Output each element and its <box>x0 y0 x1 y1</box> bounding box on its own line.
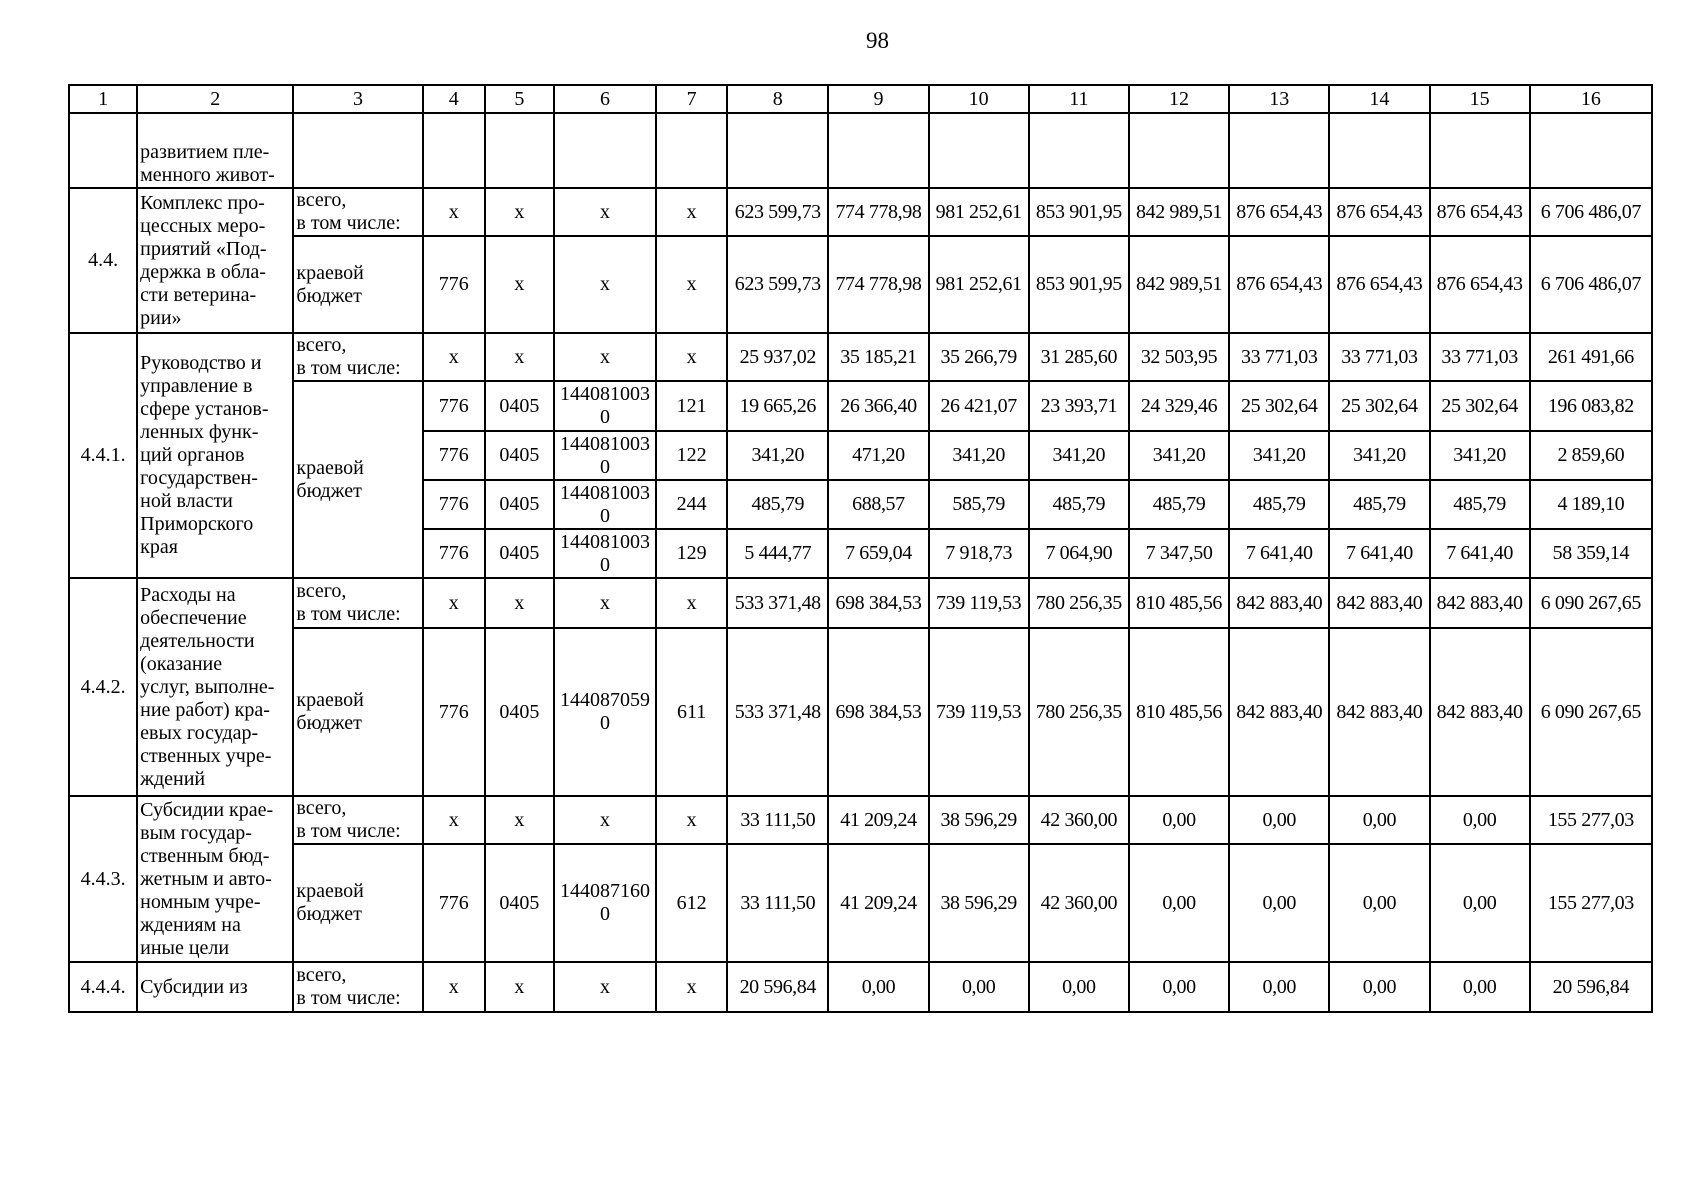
value-col-12: 485,79 <box>1129 480 1229 529</box>
budget-row <box>69 628 1652 796</box>
value-col-14: 0,00 <box>1329 962 1429 1012</box>
admin-code: 776 <box>423 480 485 529</box>
empty-cell <box>485 113 554 188</box>
column-number-13: 13 <box>1229 85 1329 113</box>
value-col-8: 25 937,02 <box>727 333 828 381</box>
value-col-16: 6 090 267,65 <box>1530 628 1652 796</box>
value-col-8: 623 599,73 <box>727 236 828 333</box>
value-col-10: 0,00 <box>929 962 1029 1012</box>
value-col-11: 42 360,00 <box>1029 796 1129 844</box>
value-col-11: 780 256,35 <box>1029 578 1129 628</box>
c6-x: x <box>554 796 656 844</box>
value-col-16: 6 706 486,07 <box>1530 188 1652 236</box>
value-col-15: 0,00 <box>1430 844 1530 962</box>
value-col-8: 623 599,73 <box>727 188 828 236</box>
c6-x: x <box>554 578 656 628</box>
section-id: 4.4.1. <box>69 333 137 578</box>
value-col-15: 876 654,43 <box>1430 188 1530 236</box>
c5-x: x <box>485 188 554 236</box>
value-col-10: 981 252,61 <box>929 236 1029 333</box>
value-col-12: 810 485,56 <box>1129 578 1229 628</box>
value-col-8: 19 665,26 <box>727 381 828 431</box>
c7-x: x <box>656 796 727 844</box>
column-number-10: 10 <box>929 85 1029 113</box>
value-col-10: 739 119,53 <box>929 578 1029 628</box>
value-col-8: 33 111,50 <box>727 844 828 962</box>
admin-code: 776 <box>423 844 485 962</box>
value-col-13: 0,00 <box>1229 796 1329 844</box>
value-col-16: 261 491,66 <box>1530 333 1652 381</box>
target-code: x <box>554 236 656 333</box>
section-code: 0405 <box>485 431 554 480</box>
empty-cell <box>727 113 828 188</box>
value-col-15: 341,20 <box>1430 431 1530 480</box>
c5-x: x <box>485 333 554 381</box>
empty-cell <box>828 113 928 188</box>
empty-cell <box>554 113 656 188</box>
section-code: x <box>485 236 554 333</box>
admin-code: 776 <box>423 628 485 796</box>
c5-x: x <box>485 962 554 1012</box>
value-col-10: 38 596,29 <box>929 796 1029 844</box>
value-col-11: 485,79 <box>1029 480 1129 529</box>
c5-x: x <box>485 796 554 844</box>
c4-x: x <box>423 333 485 381</box>
value-col-9: 7 659,04 <box>828 529 928 578</box>
section-code: 0405 <box>485 480 554 529</box>
value-col-15: 33 771,03 <box>1430 333 1530 381</box>
value-col-9: 26 366,40 <box>828 381 928 431</box>
target-code: 1440810030 <box>554 381 656 431</box>
value-col-10: 7 918,73 <box>929 529 1029 578</box>
c4-x: x <box>423 578 485 628</box>
continued-row <box>69 113 1652 188</box>
total-label: всего, в том числе: <box>293 578 422 628</box>
value-col-12: 24 329,46 <box>1129 381 1229 431</box>
value-col-15: 485,79 <box>1430 480 1530 529</box>
column-number-6: 6 <box>554 85 656 113</box>
admin-code: 776 <box>423 529 485 578</box>
column-number-8: 8 <box>727 85 828 113</box>
value-col-16: 4 189,10 <box>1530 480 1652 529</box>
expense-type: 121 <box>656 381 727 431</box>
empty-cell <box>929 113 1029 188</box>
value-col-10: 981 252,61 <box>929 188 1029 236</box>
value-col-12: 842 989,51 <box>1129 236 1229 333</box>
value-col-9: 698 384,53 <box>828 578 928 628</box>
section-code: 0405 <box>485 628 554 796</box>
admin-code: 776 <box>423 381 485 431</box>
column-number-1: 1 <box>69 85 137 113</box>
value-col-11: 341,20 <box>1029 431 1129 480</box>
id-cell <box>69 113 137 188</box>
value-col-12: 32 503,95 <box>1129 333 1229 381</box>
value-col-11: 780 256,35 <box>1029 628 1129 796</box>
value-col-14: 842 883,40 <box>1329 578 1429 628</box>
value-col-14: 0,00 <box>1329 844 1429 962</box>
value-col-10: 26 421,07 <box>929 381 1029 431</box>
regional-budget-label: краевой бюджет <box>293 628 422 796</box>
value-col-9: 698 384,53 <box>828 628 928 796</box>
value-col-10: 739 119,53 <box>929 628 1029 796</box>
value-col-8: 33 111,50 <box>727 796 828 844</box>
value-col-11: 23 393,71 <box>1029 381 1129 431</box>
value-col-12: 842 989,51 <box>1129 188 1229 236</box>
value-col-13: 842 883,40 <box>1229 578 1329 628</box>
budget-row <box>69 844 1652 962</box>
value-col-12: 7 347,50 <box>1129 529 1229 578</box>
value-col-9: 471,20 <box>828 431 928 480</box>
column-number-9: 9 <box>828 85 928 113</box>
empty-cell <box>1430 113 1530 188</box>
value-col-16: 20 596,84 <box>1530 962 1652 1012</box>
section-id: 4.4.3. <box>69 796 137 962</box>
value-col-8: 20 596,84 <box>727 962 828 1012</box>
section-name: Расходы на обеспечение деятельности (оказание услуг, выполне- ние работ) кра- евых государ- ственных учре- ждений <box>137 578 293 796</box>
section-total-row <box>69 578 1652 628</box>
value-col-10: 35 266,79 <box>929 333 1029 381</box>
value-col-15: 25 302,64 <box>1430 381 1530 431</box>
value-col-9: 774 778,98 <box>828 236 928 333</box>
value-col-14: 7 641,40 <box>1329 529 1429 578</box>
value-col-11: 853 901,95 <box>1029 236 1129 333</box>
budget-table <box>68 84 1653 1013</box>
column-number-12: 12 <box>1129 85 1229 113</box>
value-col-13: 842 883,40 <box>1229 628 1329 796</box>
value-col-13: 7 641,40 <box>1229 529 1329 578</box>
expense-type: 611 <box>656 628 727 796</box>
value-col-13: 876 654,43 <box>1229 236 1329 333</box>
column-number-5: 5 <box>485 85 554 113</box>
empty-cell <box>1229 113 1329 188</box>
budget-row <box>69 236 1652 333</box>
target-code: 1440871600 <box>554 844 656 962</box>
value-col-16: 196 083,82 <box>1530 381 1652 431</box>
column-number-2: 2 <box>137 85 293 113</box>
budget-row <box>69 381 1652 431</box>
section-total-row <box>69 333 1652 381</box>
admin-code: 776 <box>423 236 485 333</box>
value-col-13: 876 654,43 <box>1229 188 1329 236</box>
value-col-8: 533 371,48 <box>727 628 828 796</box>
value-col-8: 533 371,48 <box>727 578 828 628</box>
empty-cell <box>1029 113 1129 188</box>
value-col-14: 876 654,43 <box>1329 236 1429 333</box>
target-code: 1440810030 <box>554 431 656 480</box>
column-number-15: 15 <box>1430 85 1530 113</box>
value-col-13: 0,00 <box>1229 844 1329 962</box>
value-col-15: 876 654,43 <box>1430 236 1530 333</box>
value-col-14: 33 771,03 <box>1329 333 1429 381</box>
value-col-8: 485,79 <box>727 480 828 529</box>
value-col-12: 341,20 <box>1129 431 1229 480</box>
section-code: 0405 <box>485 844 554 962</box>
value-col-11: 31 285,60 <box>1029 333 1129 381</box>
value-col-14: 842 883,40 <box>1329 628 1429 796</box>
value-col-15: 0,00 <box>1430 962 1530 1012</box>
c6-x: x <box>554 333 656 381</box>
value-col-10: 38 596,29 <box>929 844 1029 962</box>
value-col-9: 41 209,24 <box>828 844 928 962</box>
value-col-16: 155 277,03 <box>1530 796 1652 844</box>
empty-cell <box>423 113 485 188</box>
item-name: развитием пле- менного живот- <box>137 113 293 188</box>
value-col-13: 0,00 <box>1229 962 1329 1012</box>
regional-budget-label: краевой бюджет <box>293 844 422 962</box>
c4-x: x <box>423 188 485 236</box>
value-col-15: 7 641,40 <box>1430 529 1530 578</box>
value-col-14: 0,00 <box>1329 796 1429 844</box>
value-col-16: 2 859,60 <box>1530 431 1652 480</box>
value-col-14: 25 302,64 <box>1329 381 1429 431</box>
value-col-12: 0,00 <box>1129 844 1229 962</box>
value-col-9: 0,00 <box>828 962 928 1012</box>
target-code: 1440870590 <box>554 628 656 796</box>
total-label: всего, в том числе: <box>293 796 422 844</box>
total-label: всего, в том числе: <box>293 962 422 1012</box>
column-number-7: 7 <box>656 85 727 113</box>
section-total-row <box>69 796 1652 844</box>
value-col-9: 688,57 <box>828 480 928 529</box>
value-col-13: 33 771,03 <box>1229 333 1329 381</box>
expense-type: 122 <box>656 431 727 480</box>
c5-x: x <box>485 578 554 628</box>
c6-x: x <box>554 962 656 1012</box>
c7-x: x <box>656 333 727 381</box>
total-label: всего, в том числе: <box>293 188 422 236</box>
column-number-row <box>69 85 1652 113</box>
value-col-13: 341,20 <box>1229 431 1329 480</box>
section-id: 4.4.2. <box>69 578 137 796</box>
expense-type: 129 <box>656 529 727 578</box>
regional-budget-label: краевой бюджет <box>293 381 422 578</box>
value-col-16: 155 277,03 <box>1530 844 1652 962</box>
value-col-11: 0,00 <box>1029 962 1129 1012</box>
section-total-row <box>69 188 1652 236</box>
value-col-11: 42 360,00 <box>1029 844 1129 962</box>
value-col-10: 341,20 <box>929 431 1029 480</box>
expense-type: 612 <box>656 844 727 962</box>
empty-cell <box>1329 113 1429 188</box>
value-col-14: 876 654,43 <box>1329 188 1429 236</box>
section-code: 0405 <box>485 381 554 431</box>
value-col-16: 6 090 267,65 <box>1530 578 1652 628</box>
value-col-11: 7 064,90 <box>1029 529 1129 578</box>
column-number-11: 11 <box>1029 85 1129 113</box>
column-number-3: 3 <box>293 85 422 113</box>
value-col-15: 842 883,40 <box>1430 628 1530 796</box>
value-col-14: 485,79 <box>1329 480 1429 529</box>
value-col-10: 585,79 <box>929 480 1029 529</box>
page-number: 98 <box>866 28 889 53</box>
value-col-15: 0,00 <box>1430 796 1530 844</box>
value-col-9: 35 185,21 <box>828 333 928 381</box>
empty-cell <box>293 113 422 188</box>
c4-x: x <box>423 796 485 844</box>
expense-type: 244 <box>656 480 727 529</box>
c7-x: x <box>656 578 727 628</box>
section-name: Комплекс про- цессных меро- приятий «Под- держка в обла- сти ветерина- рии» <box>137 188 293 333</box>
section-name: Субсидии из <box>137 962 293 1012</box>
target-code: 1440810030 <box>554 529 656 578</box>
value-col-15: 842 883,40 <box>1430 578 1530 628</box>
value-col-14: 341,20 <box>1329 431 1429 480</box>
target-code: 1440810030 <box>554 480 656 529</box>
total-label: всего, в том числе: <box>293 333 422 381</box>
value-col-8: 5 444,77 <box>727 529 828 578</box>
section-name: Руководство и управление в сфере установ- ленных функ- ций органов государствен- ной власти Приморского края <box>137 333 293 578</box>
c7-x: x <box>656 962 727 1012</box>
c4-x: x <box>423 962 485 1012</box>
column-number-4: 4 <box>423 85 485 113</box>
admin-code: 776 <box>423 431 485 480</box>
value-col-12: 0,00 <box>1129 796 1229 844</box>
expense-type: x <box>656 236 727 333</box>
section-id: 4.4. <box>69 188 137 333</box>
column-number-14: 14 <box>1329 85 1429 113</box>
column-number-16: 16 <box>1530 85 1652 113</box>
value-col-12: 0,00 <box>1129 962 1229 1012</box>
section-name: Субсидии крае- вым государ- ственным бюд- жетным и авто- номным учре- ждениям на иные цели <box>137 796 293 962</box>
empty-cell <box>656 113 727 188</box>
value-col-9: 41 209,24 <box>828 796 928 844</box>
section-code: 0405 <box>485 529 554 578</box>
value-col-16: 6 706 486,07 <box>1530 236 1652 333</box>
value-col-13: 485,79 <box>1229 480 1329 529</box>
value-col-16: 58 359,14 <box>1530 529 1652 578</box>
value-col-13: 25 302,64 <box>1229 381 1329 431</box>
section-total-row <box>69 962 1652 1012</box>
value-col-9: 774 778,98 <box>828 188 928 236</box>
value-col-11: 853 901,95 <box>1029 188 1129 236</box>
value-col-12: 810 485,56 <box>1129 628 1229 796</box>
c6-x: x <box>554 188 656 236</box>
empty-cell <box>1129 113 1229 188</box>
c7-x: x <box>656 188 727 236</box>
regional-budget-label: краевой бюджет <box>293 236 422 333</box>
empty-cell <box>1530 113 1652 188</box>
section-id: 4.4.4. <box>69 962 137 1012</box>
value-col-8: 341,20 <box>727 431 828 480</box>
